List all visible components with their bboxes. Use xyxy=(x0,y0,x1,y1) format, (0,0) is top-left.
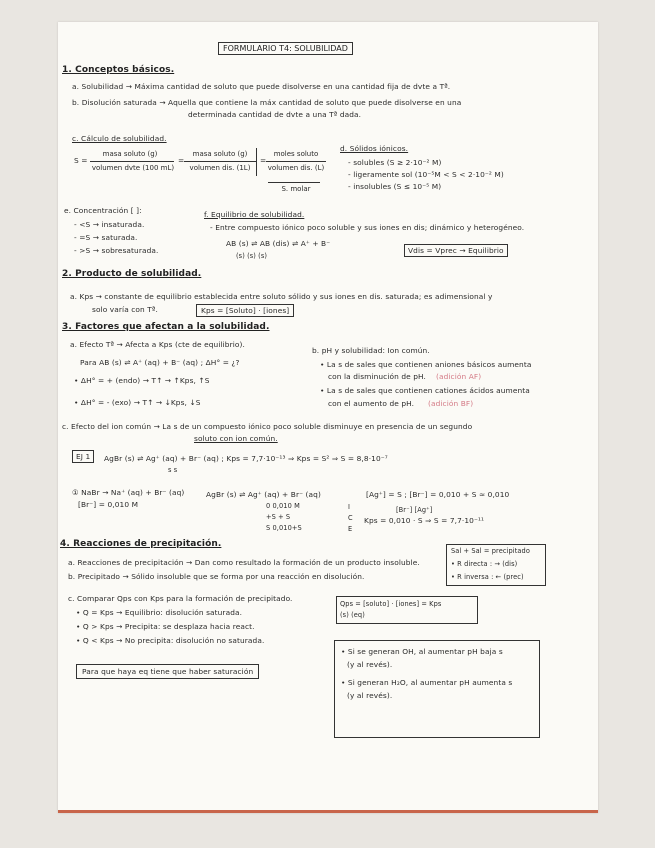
s1-a: a. Solubilidad → Máxima cantidad de soluto que puede disolverse en una cantidad fija de dvte a Tª. xyxy=(72,82,451,91)
s1-d1: - solubles (S ≥ 2·10⁻² M) xyxy=(348,158,442,167)
molar-label: S. molar xyxy=(281,185,311,193)
s4-c: c. Comparar Qps con Kps para la formación de precipitado. xyxy=(68,594,293,603)
s3-a: a. Efecto Tª → Afecta a Kps (cte de equilibrio). xyxy=(70,340,245,349)
ph-note-box xyxy=(334,640,540,738)
example-2b: [Br⁻] = 0,010 M xyxy=(78,500,139,509)
frac2-bar xyxy=(184,161,256,162)
frac1-den: volumen dvte (100 mL) xyxy=(91,164,175,172)
reaction-box-1: Sal + Sal = precipitado xyxy=(451,547,530,555)
s3-b2b: con el aumento de pH. xyxy=(328,399,415,408)
s3-b2: • La s de sales que contienen cationes ácidos aumenta xyxy=(320,386,530,395)
ph-note-2: • Si generan H₂O, al aumentar pH aumenta s xyxy=(341,678,513,687)
frac3-num: moles soluto xyxy=(273,150,319,158)
s3-b1: • La s de sales que contienen aniones básicos aumenta xyxy=(320,360,532,369)
example-2f: Kps = 0,010 · S ⇒ S = 7,7·10⁻¹¹ xyxy=(364,516,485,525)
saturation-note: Para que haya eq tiene que haber saturación xyxy=(76,664,259,679)
s3-a3: • ΔH° = - (exo) → T↑ → ↓Kps, ↓S xyxy=(74,398,201,407)
reaction-box xyxy=(446,544,546,586)
s3-a2: • ΔH° = + (endo) → T↑ → ↑Kps, ↑S xyxy=(74,376,210,385)
s4-c3: • Q < Kps → No precipita: disolución no saturada. xyxy=(76,636,265,645)
ph-note-1: • Si se generan OH, al aumentar pH baja s xyxy=(341,647,503,656)
s1-f1: - Entre compuesto iónico poco soluble y sus iones en dis; dinámico y heterogéneo. xyxy=(210,223,525,232)
example-2d: [Ag⁺] = S ; [Br⁻] = 0,010 + S ≈ 0,010 xyxy=(366,490,510,499)
example-2-row1: +S + S xyxy=(266,513,291,521)
s3-b1b: con la disminución de pH. xyxy=(328,372,426,381)
s1-e2: - =S → saturada. xyxy=(74,233,138,242)
reaction-box-3: • R inversa : ← (prec) xyxy=(451,573,524,581)
section-4-heading: 4. Reacciones de precipitación. xyxy=(60,539,222,549)
frac3-den: volumen dis. (L) xyxy=(267,164,325,172)
s4-b: b. Precipitado → Sólido insoluble que se forma por una reacción en disolución. xyxy=(68,572,365,581)
s1-e3: - >S → sobresaturada. xyxy=(74,246,159,255)
ph-note-1b: (y al revés). xyxy=(347,660,393,669)
example-2a: ① NaBr → Na⁺ (aq) + Br⁻ (aq) xyxy=(72,488,185,497)
s3-a1: Para AB (s) ⇌ A⁺ (aq) + B⁻ (aq) ; ΔH° = ¿? xyxy=(80,358,240,367)
divider xyxy=(256,148,257,176)
s3-c1: c. Efecto del ion común → La s de un compuesto iónico poco soluble disminuye en presencia de un segundo xyxy=(62,422,473,431)
s1-c: c. Cálculo de solubilidad. xyxy=(72,134,167,143)
frac2-den: volumen dis. (1L) xyxy=(189,164,251,172)
eq-sign-2: = xyxy=(260,156,267,165)
s1-e: e. Concentración [ ]: xyxy=(64,206,142,215)
s1-f: f. Equilibrio de solubilidad. xyxy=(204,210,305,219)
ice-labels: I C E xyxy=(348,503,353,533)
ph-note-2b: (y al revés). xyxy=(347,691,393,700)
example-2-row0: 0 0,010 M xyxy=(266,502,300,510)
s3-c2: soluto con ion común. xyxy=(194,434,278,443)
section-2-heading: 2. Producto de solubilidad. xyxy=(62,269,202,279)
s1-f-states: (s) (s) (s) xyxy=(236,252,268,260)
s1-d2: - ligeramente sol (10⁻⁵M < S < 2·10⁻² M) xyxy=(348,170,504,179)
example-2-row2: S 0,010+S xyxy=(266,524,302,532)
frac2-num: masa soluto (g) xyxy=(192,150,248,158)
s3-b1c: (adición AF) xyxy=(436,372,482,381)
equilibrium-box: Vdis = Vprec → Equilibrio xyxy=(404,244,508,257)
page-title: FORMULARIO T4: SOLUBILIDAD xyxy=(218,42,353,55)
frac1-bar xyxy=(90,161,174,162)
s4-a: a. Reacciones de precipitación → Dan como resultado la formación de un producto insoluble. xyxy=(68,558,420,567)
example-1: AgBr (s) ⇌ Ag⁺ (aq) + Br⁻ (aq) ; Kps = 7,7·10⁻¹³ ⇒ Kps = S² ⇒ S = 8,8·10⁻⁷ xyxy=(104,454,388,463)
notes-page xyxy=(58,22,598,813)
s1-d: d. Sólidos iónicos. xyxy=(340,144,409,153)
frac1-num: masa soluto (g) xyxy=(102,150,158,158)
kps-box: Kps = [Soluto] · [iones] xyxy=(196,304,294,317)
reaction-box-2: • R directa : → (dis) xyxy=(451,560,518,568)
s3-b2c: (adición BF) xyxy=(428,399,474,408)
s3-b: b. pH y solubilidad: Ion común. xyxy=(312,346,430,355)
s2-a1: a. Kps → constante de equilibrio establecida entre soluto sólido y sus iones en dis. saturada; es adimensional y xyxy=(70,292,493,301)
frac3-bar xyxy=(266,161,326,162)
section-1-heading: 1. Conceptos básicos. xyxy=(62,65,175,75)
s1-b2: determinada cantidad de dvte a una Tª dada. xyxy=(188,110,362,119)
s1-e1: - <S → insaturada. xyxy=(74,220,145,229)
example-2c: AgBr (s) ⇌ Ag⁺ (aq) + Br⁻ (aq) xyxy=(206,490,321,499)
s1-b1: b. Disolución saturada → Aquella que contiene la máx cantidad de soluto que puede disolverse en una xyxy=(72,98,462,107)
example-label: EJ 1 xyxy=(72,450,94,463)
s-equals: S = xyxy=(74,156,88,165)
example-2e: [Br⁻] [Ag⁺] xyxy=(396,506,433,514)
s2-a2: solo varía con Tª. xyxy=(92,305,158,314)
section-3-heading: 3. Factores que afectan a la solubilidad. xyxy=(62,322,270,332)
s1-d3: - insolubles (S ≤ 10⁻⁵ M) xyxy=(348,182,442,191)
frac3-underline xyxy=(268,182,320,183)
qps-box-1: Qps = [soluto] · [iones] = Kps xyxy=(340,600,442,608)
s4-c2: • Q > Kps → Precipita: se desplaza hacia react. xyxy=(76,622,255,631)
example-1-s: s s xyxy=(168,466,178,474)
s1-f-eq: AB (s) ⇌ AB (dis) ⇌ A⁺ + B⁻ xyxy=(226,239,331,248)
s4-c1: • Q = Kps → Equilibrio: disolución saturada. xyxy=(76,608,243,617)
qps-box xyxy=(336,596,478,624)
eq-sign-1: = xyxy=(178,156,185,165)
qps-box-2: (s) (eq) xyxy=(340,611,365,619)
